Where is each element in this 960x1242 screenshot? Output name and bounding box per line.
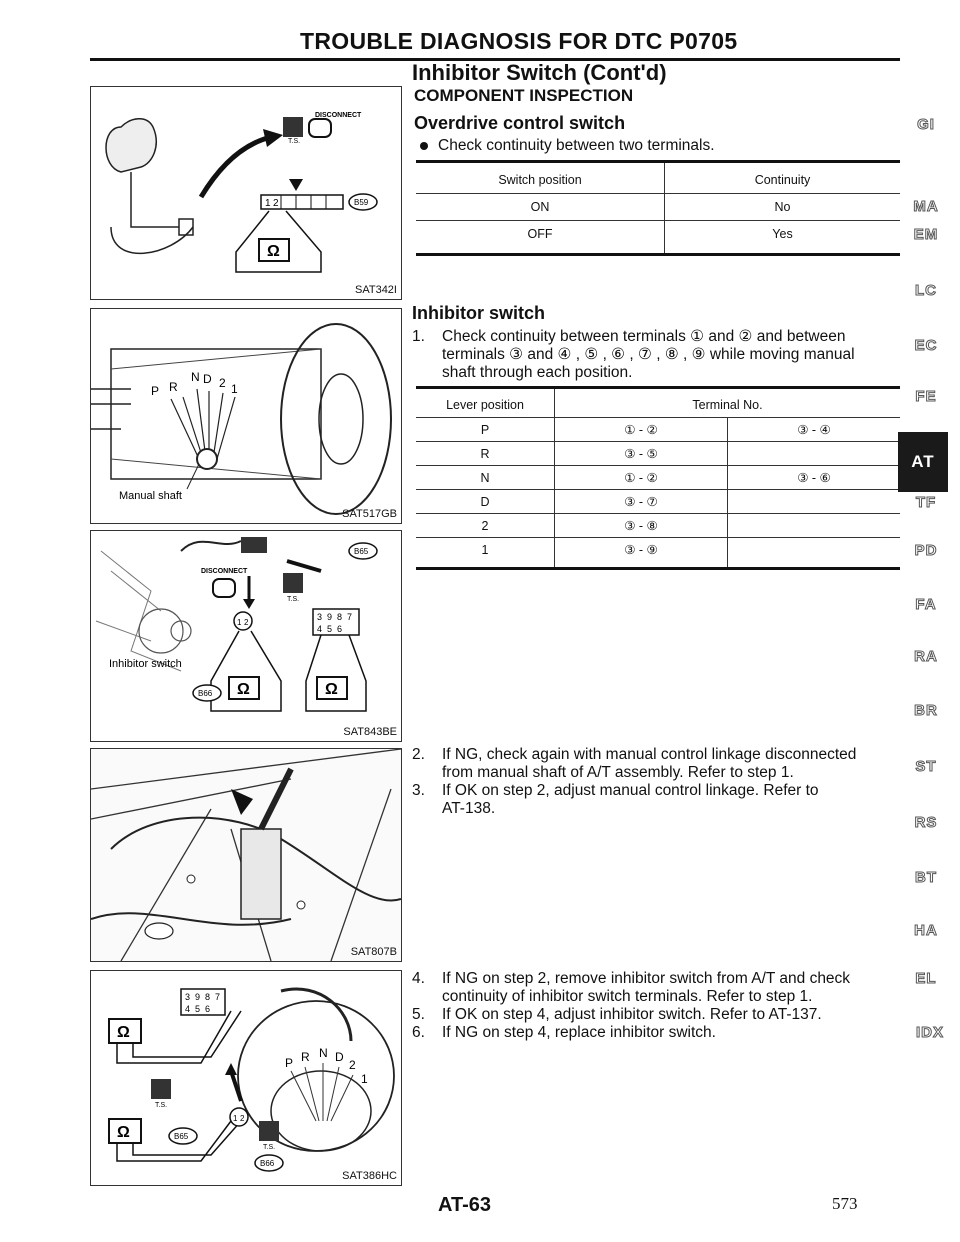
gear-1: 1 (361, 1072, 368, 1086)
figure-code: SAT517GB (342, 508, 397, 520)
step-number: 2. (412, 746, 425, 763)
table-row (416, 538, 900, 569)
term-9: 9 (195, 992, 201, 1002)
ts-label-bottom: T.S. (263, 1144, 276, 1151)
term-8: 8 (205, 992, 211, 1002)
gear-1: 1 (231, 382, 238, 396)
step-line: AT-138. (442, 800, 496, 817)
table-cell: ③ - ⑥ (728, 466, 901, 490)
ohm-symbol-left: Ω (237, 681, 250, 698)
side-tab-lc[interactable]: LC (915, 282, 937, 299)
table-header-cell: Terminal No. (555, 388, 901, 418)
table-row (416, 466, 900, 490)
table-cell: ③ - ④ (728, 418, 901, 442)
table-cell: ① - ② (555, 418, 728, 442)
side-tab-ha[interactable]: HA (914, 922, 938, 939)
term-3: 3 (317, 612, 323, 622)
step-number: 5. (412, 1006, 425, 1023)
connector-b66: B66 (198, 689, 213, 698)
term-1: 1 (237, 618, 242, 627)
side-tab-br[interactable]: BR (914, 702, 938, 719)
step-line: from manual shaft of A/T assembly. Refer to step 1. (442, 764, 794, 781)
step-item (412, 1024, 902, 1042)
term-4: 4 (185, 1004, 191, 1014)
side-tab-idx[interactable]: IDX (915, 1024, 944, 1041)
table-row (416, 221, 900, 255)
term-2: 2 (240, 1114, 245, 1123)
page-code: AT-63 (438, 1194, 491, 1216)
term-9: 9 (327, 612, 333, 622)
gear-n: N (191, 370, 200, 384)
side-tab-pd[interactable]: PD (914, 542, 938, 559)
term-1: 1 (233, 1114, 238, 1123)
side-tab-em[interactable]: EM (913, 226, 939, 243)
table-cell: ON (416, 194, 665, 221)
step-number: 4. (412, 970, 425, 987)
side-tab-ec[interactable]: EC (914, 337, 938, 354)
inhibitor-heading: Inhibitor switch (412, 303, 545, 323)
section-title: Inhibitor Switch (Cont'd) (412, 60, 667, 85)
step-line: If OK on step 2, adjust manual control linkage. Refer to (442, 782, 819, 799)
figure-inhibitor-switch-connector (90, 530, 402, 742)
gear-r: R (301, 1050, 310, 1064)
side-tab-gi[interactable]: GI (917, 116, 935, 133)
table-cell: ③ - ⑧ (555, 514, 728, 538)
step-line: If NG, check again with manual control linkage disconnected (442, 746, 857, 763)
step-number: 3. (412, 782, 425, 799)
gear-r: R (169, 380, 178, 394)
side-tab-at[interactable]: AT (898, 432, 948, 492)
term-1: 1 (265, 198, 271, 209)
inhibitor-switch-illustration (91, 531, 401, 741)
table-header-cell: Switch position (416, 162, 665, 194)
table-cell: ③ - ⑤ (555, 442, 728, 466)
table-cell: 1 (481, 542, 489, 557)
step-line: If OK on step 4, adjust inhibitor switch. Refer to AT-137. (442, 1006, 822, 1023)
inhibitor-switch-label: Inhibitor switch (109, 658, 182, 670)
table-header-cell: Lever position (416, 388, 555, 418)
ohm-symbol-bottom: Ω (117, 1124, 130, 1141)
step-item (412, 970, 902, 1006)
connector-b66: B66 (260, 1159, 275, 1168)
step-line: Check continuity between terminals ① and ② and between (442, 328, 846, 345)
overdrive-table (416, 160, 900, 256)
overdrive-bullet (420, 137, 715, 155)
gear-d: D (203, 372, 212, 386)
step-item (412, 1006, 902, 1024)
inhibitor-switch-test-illustration (91, 971, 401, 1185)
disconnect-label: DISCONNECT (315, 112, 362, 119)
side-tab-fa[interactable]: FA (915, 596, 937, 613)
term-5: 5 (327, 624, 333, 634)
step-line: If NG on step 2, remove inhibitor switch from A/T and check (442, 970, 851, 987)
term-3: 3 (185, 992, 191, 1002)
table-cell (728, 442, 901, 466)
connector-b59: B59 (354, 198, 369, 207)
table-cell: ① - ② (555, 466, 728, 490)
table-cell: N (416, 466, 555, 490)
step-line: continuity of inhibitor switch terminals. Refer to step 1. (442, 988, 813, 1005)
step-item (412, 782, 902, 818)
side-tab-rs[interactable]: RS (914, 814, 938, 831)
gear-p: P (285, 1056, 294, 1070)
side-tab-tf[interactable]: TF (915, 494, 937, 511)
table-row (416, 194, 900, 221)
table-cell: P (416, 418, 555, 442)
gear-p: P (151, 384, 160, 398)
figure-linkage-photo (90, 748, 402, 962)
term-4: 4 (317, 624, 323, 634)
page-header-title: TROUBLE DIAGNOSIS FOR DTC P0705 (300, 28, 738, 54)
ts-label-top: T.S. (155, 1102, 168, 1109)
side-tab-fe[interactable]: FE (915, 388, 937, 405)
figure-code: SAT807B (350, 946, 397, 958)
figure-code: SAT342I (355, 284, 397, 296)
manual-shaft-label: Manual shaft (119, 490, 182, 502)
table-cell: 2 (416, 514, 555, 538)
table-cell: Yes (665, 221, 901, 255)
inhibitor-table (416, 386, 900, 570)
section-subtitle: COMPONENT INSPECTION (414, 86, 634, 105)
table-cell: No (665, 194, 901, 221)
figure-manual-shaft (90, 308, 402, 524)
table-cell: OFF (527, 227, 553, 241)
step-line: terminals ③ and ④ , ⑤ , ⑥ , ⑦ , ⑧ , ⑨ while moving manual (442, 346, 855, 363)
steps-group-a (412, 746, 902, 818)
table-header-cell: Continuity (665, 162, 901, 194)
table-row (416, 490, 900, 514)
side-tab-ma[interactable]: MA (913, 198, 939, 215)
table-cell: ③ - ⑦ (555, 490, 728, 514)
ohm-symbol-right: Ω (325, 681, 338, 698)
table-cell: D (416, 490, 555, 514)
term-6: 6 (205, 1004, 211, 1014)
disconnect-label: DISCONNECT (201, 568, 248, 575)
side-tab-st[interactable]: ST (915, 758, 937, 775)
side-tab-bt[interactable]: BT (915, 869, 937, 886)
ohm-symbol-top: Ω (117, 1024, 130, 1041)
step-line: If NG on step 4, replace inhibitor switch. (442, 1024, 716, 1041)
table-row (416, 418, 900, 442)
term-7: 7 (347, 612, 353, 622)
table-row (416, 442, 900, 466)
bullet-icon (420, 142, 428, 150)
table-header-row (416, 388, 900, 418)
table-cell (728, 538, 901, 569)
step-number: 1. (412, 328, 425, 345)
overdrive-bullet-text: Check continuity between two terminals. (438, 137, 715, 154)
term-8: 8 (337, 612, 343, 622)
inhibitor-step-1 (412, 328, 902, 382)
step-number: 6. (412, 1024, 425, 1041)
gear-n: N (319, 1046, 328, 1060)
table-cell: ③ - ⑨ (555, 538, 728, 569)
term-6: 6 (337, 624, 343, 634)
figure-overdrive-switch (90, 86, 402, 300)
gear-d: D (335, 1050, 344, 1064)
table-cell (728, 514, 901, 538)
step-item (412, 746, 902, 782)
connector-b65: B65 (174, 1132, 189, 1141)
ohm-symbol: Ω (267, 243, 280, 260)
figure-inhibitor-switch-test (90, 970, 402, 1186)
table-cell: R (416, 442, 555, 466)
steps-group-b (412, 970, 902, 1042)
table-cell (728, 490, 901, 514)
linkage-illustration (91, 749, 401, 961)
manual-shaft-illustration (91, 309, 401, 523)
side-tab-el[interactable]: EL (915, 970, 937, 987)
step-line: shaft through each position. (442, 364, 633, 381)
overdrive-switch-illustration (91, 87, 401, 299)
figure-code: SAT386HC (342, 1170, 397, 1182)
ts-label: T.S. (288, 138, 301, 145)
term-5: 5 (195, 1004, 201, 1014)
overdrive-heading: Overdrive control switch (414, 113, 626, 133)
connector-b65: B65 (354, 547, 369, 556)
page-number: 573 (832, 1194, 858, 1213)
term-7: 7 (215, 992, 221, 1002)
figure-code: SAT843BE (343, 726, 397, 738)
table-header-row (416, 162, 900, 194)
term-2: 2 (273, 198, 279, 209)
ts-label: T.S. (287, 596, 300, 603)
term-2: 2 (244, 618, 249, 627)
gear-2: 2 (219, 376, 226, 390)
side-tab-ra[interactable]: RA (914, 648, 938, 665)
gear-2: 2 (349, 1058, 356, 1072)
table-row (416, 514, 900, 538)
